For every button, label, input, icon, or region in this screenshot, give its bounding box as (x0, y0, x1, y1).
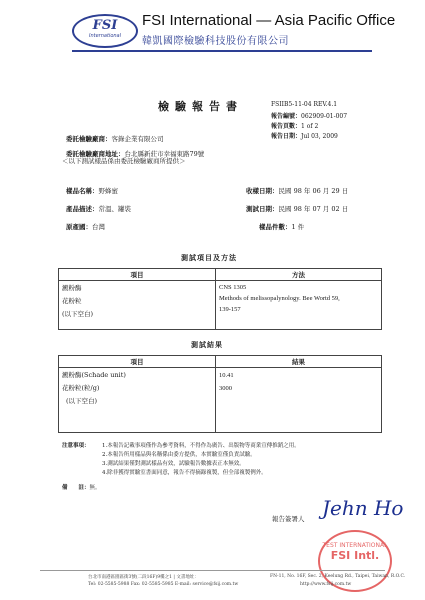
col-item-header: 項目 (59, 356, 216, 368)
signatory-label: 報告簽署人 (272, 515, 305, 523)
company-name-en: FSI International — Asia Pacific Office (142, 12, 396, 29)
footer-divider (40, 570, 385, 571)
results-value-cell: 10.41 3000 (216, 368, 382, 433)
remark-row: 備 註：無。 (62, 485, 101, 491)
table-header-row (59, 269, 382, 281)
results-table (58, 355, 382, 433)
note-item: 3.測試結果僅對測試樣品有效，試驗報告數據表正本無效。 (102, 461, 245, 467)
company-name-zh: 韓凱國際檢驗科技股份有限公司 (142, 36, 289, 47)
col-result-header: 結果 (216, 356, 382, 368)
logo-subtext: International (89, 33, 121, 39)
methods-table (58, 268, 382, 330)
company-logo (72, 14, 138, 48)
origin-row: 原產國：台灣 (66, 223, 105, 231)
note-item: 2.本報告所用樣品與名稱係由委方提供，本實驗室僅負責試驗。 (102, 452, 256, 458)
signature: Jehn Ho (322, 496, 404, 520)
col-item-header: 項目 (59, 269, 216, 281)
client-address-row: 委託檢驗廠商地址：台北縣新莊市幸福東路79號 (66, 150, 205, 158)
footer-website: http://www.fsij.com.tw (300, 582, 352, 587)
notes-label: 注意事項： (62, 443, 90, 449)
col-method-header: 方法 (216, 269, 382, 281)
document-title: 檢驗報告書 (158, 100, 243, 113)
footer-address-zh: 台北市南港區園區街3號(二段16F)9樓之1 | 文書地址： (88, 575, 199, 580)
report-number: 報告編號：062909-01-007 (271, 113, 348, 120)
sample-source-note: ＜以下測試樣品係由委託檢驗廠商所提供＞ (62, 157, 186, 165)
methods-item-cell: 澱粉酶 花粉粒 (以下空白) (59, 281, 216, 330)
header-divider (72, 50, 372, 52)
sample-count-row: 樣品件數：1 件 (259, 223, 305, 231)
methods-method-cell: CNS 1305 Methods of melissopalynology. Bee Wortd 59, 139-157 (216, 281, 382, 330)
table-row (59, 368, 382, 433)
form-number: FSIIB5-11-04 REV.4.1 (271, 101, 338, 108)
notes-list (102, 442, 300, 478)
note-item: 4.除非獲得實驗室書面同意，報告不得摘錄複製，但全部複製例外。 (102, 470, 267, 476)
received-date-row: 收樣日期：民國 98 年 06 月 29 日 (246, 187, 349, 195)
company-stamp: TEST INTERNATIONAL FSI Intl. (318, 530, 392, 592)
sample-name-row: 樣品名稱：野蜂蜜 (66, 187, 118, 195)
results-section-title: 測試結果 (191, 340, 223, 349)
client-name-row: 委託檢驗廠商：客錄企業有限公司 (66, 135, 164, 143)
table-row (59, 281, 382, 330)
results-item-cell: 澱粉酶(Schade unit) 花粉粒(粒/g) (以下空白) (59, 368, 216, 433)
footer-address-en: FN-11, No. 16F, Sec. 2, Keelung Rd., Taipei, Taiwan, R.O.C. (270, 574, 406, 579)
methods-section-title: 測試項目及方法 (181, 253, 237, 262)
logo-text: FSI (92, 18, 118, 33)
note-item: 1.本報告記載事項僅作為參考資料，不得作為廣告、出版物等商業宣傳推銷之用。 (102, 443, 300, 449)
product-desc-row: 產品描述：常溫、罐裝 (66, 205, 131, 213)
report-pages: 報告頁數：1 of 2 (271, 123, 319, 130)
table-header-row (59, 356, 382, 368)
footer-contact: Tel: 02-5585-5988 Fax: 02-5585-5985 E-mail: service@fsij.com.tw (88, 582, 239, 587)
test-date-row: 測試日期：民國 98 年 07 月 02 日 (246, 205, 349, 213)
report-date: 報告日期：Jul 03, 2009 (271, 133, 338, 140)
